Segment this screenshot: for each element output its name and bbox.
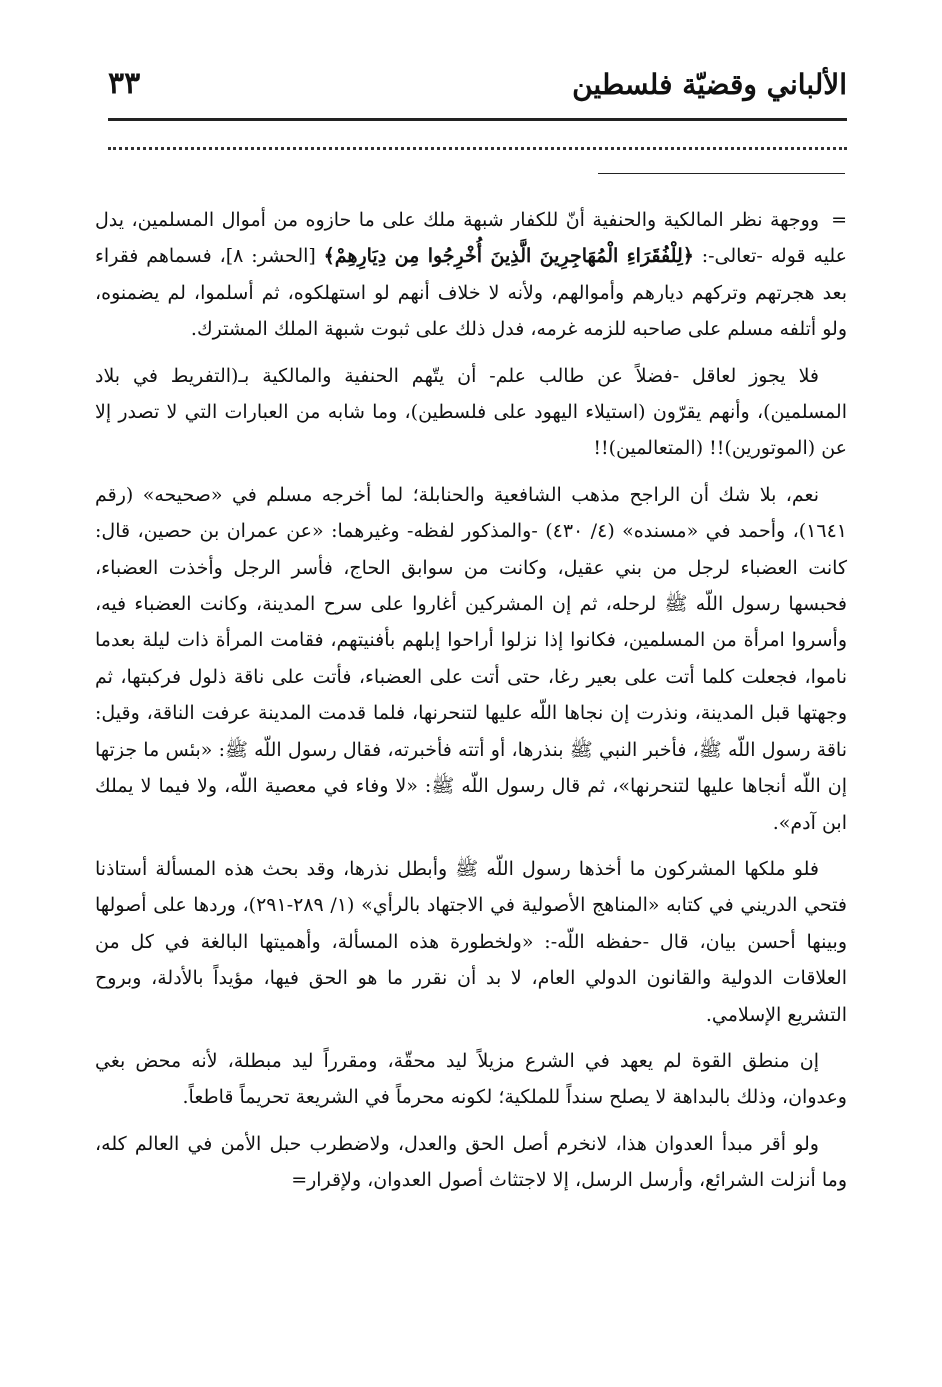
quran-verse: ﴿لِلْفُقَرَاءِ الْمُهَاجِرِينَ الَّذِينَ أُخْرِجُوا مِن دِيَارِهِمْ﴾ xyxy=(323,245,694,268)
paragraph: ولو أقر مبدأ العدوان هذا، لانخرم أصل الحق والعدل، ولاضطرب حبل الأمن في العالم كله، وما أنزلت الشرائع، وأرسل الرسل، إلا لاجتثاث أصول العدوان، ولإقرار= xyxy=(95,1132,847,1192)
continuation-marker: = xyxy=(831,209,847,231)
paragraph: إن منطق القوة لم يعهد في الشرع مزيلاً ليد محقّة، ومقرراً ليد مبطلة، لأنه محض بغي وعدوان، وذلك بالبداهة لا يصلح سنداً للملكية؛ لكونه محرماً في الشريعة تحريماً قاطعاً. xyxy=(95,1049,847,1109)
footnote-continuation-rule xyxy=(598,173,845,174)
page-body xyxy=(95,202,847,1209)
dotted-separator xyxy=(108,147,847,150)
paragraph-text: ووجهة نظر المالكية والحنفية أنّ للكفار شبهة ملك على ما حازوه من أموال المسلمين، يدل عليه قوله -تعالى-: xyxy=(95,209,847,268)
running-title: الألباني وقضيّة فلسطين xyxy=(572,68,847,101)
paragraph: فلا يجوز لعاقل -فضلاً عن طالب علم- أن يتّهم الحنفية والمالكية بـ(التفريط في بلاد المسلمين)، وأنهم يقرّون (استيلاء اليهود على فلسطين)، وما شابه من العبارات التي لا تصدر إلا عن (الموتورين)!! (المتعالمين)!! xyxy=(95,364,847,460)
header-rule xyxy=(108,118,847,121)
paragraph: نعم، بلا شك أن الراجح مذهب الشافعية والحنابلة؛ لما أخرجه مسلم في «صحيحه» (رقم ١٦٤١)، وأحمد في «مسنده» (٤/ ٤٣٠) -والمذكور لفظه- وغيرهما: «عن عمران بن حصين، قال: كانت العضباء لرجل من بني عقيل، وكانت من سوابق الحاج، فأسر الرجل وأخذت العضباء، فحبسها رسول اللّه ﷺ لرحله، ثم إن المشركين أغاروا على سرح المدينة، وكانت العضباء فيه، وأسروا امرأة من المسلمين، فكانوا إذا نزلوا أراحوا إبلهم بأفنيتهم، فقامت المرأة ذات ليلة بعدما ناموا، فجعلت كلما أتت على بعير رغا، حتى أتت على العضباء، فأتت على ناقة ذلول فركبتها، ثم وجهتها قبل المدينة، ونذرت إن نجاها اللّه عليها لتنحرنها، فلما قدمت المدينة عرفت الناقة، وقيل: ناقة رسول اللّه ﷺ، فأخبر النبي ﷺ بنذرها، أو أتته فأخبرته، فقال رسول اللّه ﷺ: «بئس ما جزتها إن اللّه أنجاها عليها لتنحرنها»، ثم قال رسول اللّه ﷺ: «لا وفاء في معصية اللّه، ولا فيما لا يملك ابن آدم». xyxy=(95,483,847,834)
paragraph-continued-footnote xyxy=(95,202,847,348)
paragraph-text: [الحشر: ٨]، فسماهم فقراء بعد هجرتهم وتركهم ديارهم وأموالهم، ولأنه لا خلاف أنهم لو استهلكوه، ثم أسلموا، لم يضمنوه، ولو أتلفه مسلم على صاحبه للزمه غرمه، فدل ذلك على ثبوت شبهة الملك المشترك. xyxy=(95,245,847,341)
page-header xyxy=(108,60,847,118)
page-number: ٣٣ xyxy=(108,66,141,101)
paragraph: فلو ملكها المشركون ما أخذها رسول اللّه ﷺ وأبطل نذرها، وقد بحث هذه المسألة أستاذنا فتحي الدريني في كتابه «المناهج الأصولية في الاجتهاد بالرأي» (١/ ٢٨٩-٢٩١)، وردها على أصولها وبينها أحسن بيان، قال -حفظه اللّه-: «ولخطورة هذه المسألة، وأهميتها البالغة في كل من العلاقات الدولية والقانون الدولي العام، لا بد أن نقرر ما هو الحق فيها، مؤيداً بالأدلة، وبروح التشريع الإسلامي. xyxy=(95,857,847,1026)
